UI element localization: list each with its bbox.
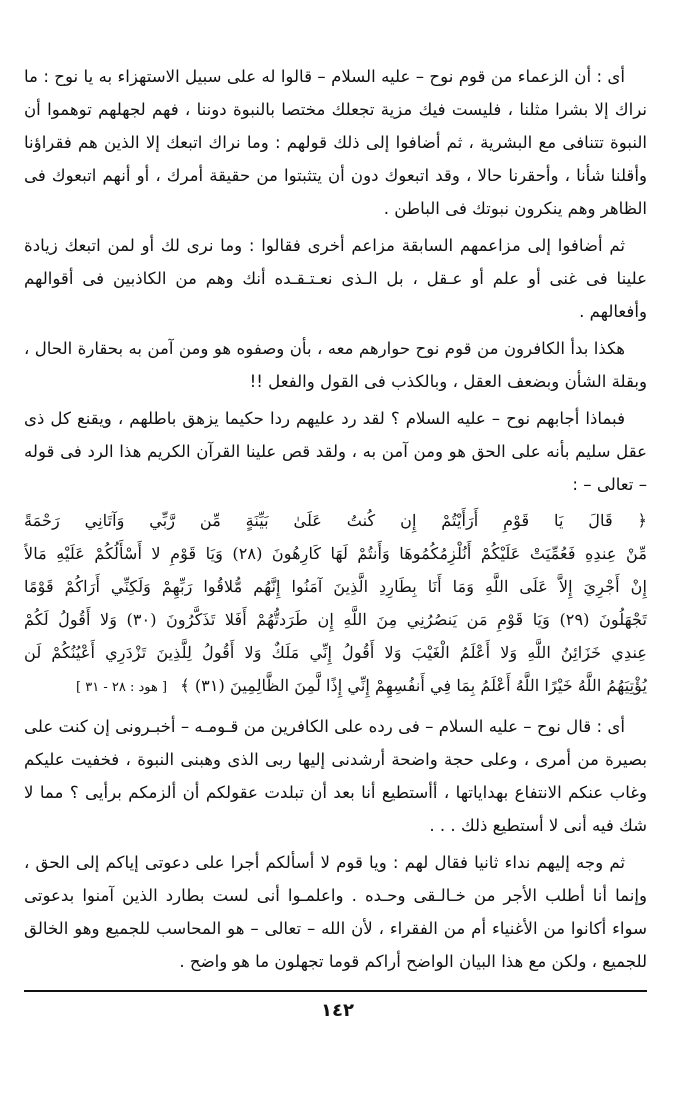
quran-line: إِنْ أَجْرِيَ إِلاَّ عَلَى اللَّهِ وَمَا أَنَا بِطَارِدِ الَّذِينَ آمَنُوا إِنَّهُم مُّلاقُوا رَبِّهِمْ وَلَكِنِّي أَرَاكُمْ قَوْمًا [24,577,647,596]
quran-line: مِّنْ عِندِهِ فَعُمِّيَتْ عَلَيْكُمْ أَنُلْزِمُكُمُوهَا وَأَنتُمْ لَهَا كَارِهُونَ (٢٨) وَيَا قَوْمِ لا أَسْأَلُكُمْ عَلَيْهِ مَالاً [24,544,647,563]
quran-quote [24,504,647,704]
quran-citation: [ هود : ٢٨ - ٣١ ] [76,680,168,695]
footer-divider [24,990,647,992]
paragraph-4: فبماذا أجابهم نوح – عليه السلام ؟ لقد رد عليهم ردا حكيما يزهق باطلهم ، ويقنع كل ذى عقل سليم بأنه على الحق هو ومن آمن به ، ولقد قص علينا القرآن الكريم هذا الرد فى قوله – تعالى – : [24,409,647,494]
paragraph-6: ثم وجه إليهم نداء ثانيا فقال لهم : ويا قوم لا أسألكم أجرا على دعوتى إياكم إلى الحق ، وإنما أنا أطلب الأجر من خـالـقى وحـده . واعلمـوا أنى لست بطارد الذين آمنوا بدعوتى سواء أكانوا من الأغنياء أم من الفقراء ، لأن الله – تعالى – هو المحاسب للجميع وهو الخالق للجميع ، ولكن مع هذا البيان الواضح أراكم قوما تجهلون ما هو واضح . [24,853,647,971]
page-number: ١٤٢ [321,1000,354,1021]
paragraph-2: ثم أضافوا إلى مزاعمهم السابقة مزاعم أخرى فقالوا : وما نرى لك أو لمن اتبعك زيادة علينا فى غنى أو علم أو عـقل ، بل الـذى نعـتـقـده أنك وهم من الكاذبين فى أقوالهم وأفعالهم . [24,236,647,321]
paragraph-3: هكذا بدأ الكافرون من قوم نوح حوارهم معه ، بأن وصفوه هو ومن آمن به بحقارة الحال ، وبقلة الشأن وبضعف العقل ، وبالكذب فى القول والفعل !! [24,339,647,391]
paragraph-1: أى : أن الزعماء من قوم نوح – عليه السلام – قالوا له على سبيل الاستهزاء به يا نوح : ما نراك إلا بشرا مثلنا ، فليست فيك مزية تجعلك مختصا بالنبوة دوننا ، فهم لجهلهم توهموا أن النبوة تتنافى مع البشرية ، ثم أضافوا إلى ذلك قولهم : وما نراك اتبعك إلا الذين هم فقراؤنا وأقلنا شأنا ، وأحقرنا حالا ، وقد اتبعوك دون أن يتثبتوا من حقيقة أمرك ، أو أنهم اتبعوك فى الظاهر وهم ينكرون نبوتك فى الباطن . [24,67,647,218]
quran-line: عِندِي خَزَائِنُ اللَّهِ وَلا أَعْلَمُ الْغَيْبَ وَلا أَقُولُ إِنِّي مَلَكٌ وَلا أَقُولُ لِلَّذِينَ تَزْدَرِي أَعْيُنُكُمْ لَن [24,643,647,662]
page-body [24,60,647,982]
quran-line-last [24,669,647,704]
quran-last-text: يُؤْتِيَهُمُ اللَّهُ خَيْرًا اللَّهُ أَعْلَمُ بِمَا فِي أَنفُسِهِمْ إِنِّي إِذًا لَّمِنَ الظَّالِمِينَ (٣١) ﴾ [180,676,647,695]
paragraph-5: أى : قال نوح – عليه السلام – فى رده على الكافرين من قـومـه – أخبـرونى إن كنت على بصيرة من أمرى ، وعلى حجة واضحة أرشدنى إليها ربى الذى وهبنى النبوة ، فخفيت عليكم وغاب عنكم الانتفاع بهداياتها ، أأستطيع أنا بعد أن تبلدت عقولكم أن ألزمكم برأيى ؟ مما لا شك فيه أنى لا أستطيع ذلك . . . [24,717,647,835]
quran-line: ﴿ قَالَ يَا قَوْمِ أَرَأَيْتُمْ إِن كُنتُ عَلَىٰ بَيِّنَةٍ مِّن رَّبِّي وَآتَانِي رَحْمَةً [24,511,647,530]
quran-line: تَجْهَلُونَ (٢٩) وَيَا قَوْمِ مَن يَنصُرُنِي مِنَ اللَّهِ إِن طَرَدتُّهُمْ أَفَلا تَذَكَّرُونَ (٣٠) وَلا أَقُولُ لَكُمْ [24,610,647,629]
